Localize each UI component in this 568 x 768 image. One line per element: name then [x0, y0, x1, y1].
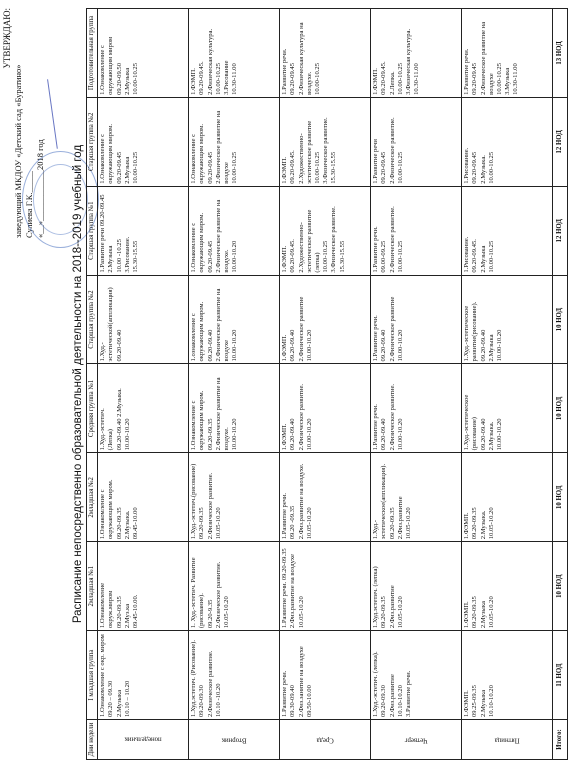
total-cell: 12 НОД [553, 97, 568, 186]
schedule-table [86, 8, 568, 760]
table-cell: 1.Развитие речи. 09.20-09.40 2.Физическое развитие 10.00-10.20 [371, 275, 462, 364]
column-header: Старшая группа №2 [87, 97, 98, 186]
table-cell: 1.Развитие речи 09.20-09.45 2.Физическое развитие. 10.00-10.25 [371, 97, 462, 186]
table-cell: 1.Ознакомление с окружающим миром. 09.20-09.45 2.Физическое развитие на воздухе. 10.00-10.20 [189, 186, 280, 275]
approval-line-3: «__»____________2018 год [35, 139, 45, 238]
table-cell: 1.Рисование. 09.20-09.45. 2.Музыка 10.00-10.25 [462, 186, 553, 275]
totals-label: Итого: [553, 720, 568, 760]
total-cell: 10 НОД [553, 542, 568, 631]
approval-header: УТВЕРЖДАЮ: [2, 8, 12, 69]
table-cell: 1.Худ.-эстетическое (рисование) 09.20-09.40 2.Музыка. 10.00-10.20 [462, 364, 553, 453]
table-cell: 1.Ознакомление с окружающим миром. 09.20-09.45 2.Музыка 10.00-10.25 [98, 97, 189, 186]
table-row [371, 9, 462, 760]
column-header: 2младшая №1 [87, 542, 98, 631]
table-row [98, 9, 189, 760]
table-cell: 1.Ознакомление с окружающим миром 09.20-09.50 2.Музыка 10.00-10.25 [98, 9, 189, 98]
table-cell: 1.ФЭМП. 09.25-09.35 2.Музыка 10.10-10.20 [462, 631, 553, 720]
approval-line-1: заведующий МКДОУ «Детский сад «Буратино» [13, 64, 23, 238]
table-cell: 1.ФЭМП. 09.20-09.45. 2.Художественно-эстетическое развитие (лепка) 10.00-10.25 3.Физическое развитие. 15.30-15.55 [280, 186, 371, 275]
table-cell: 1.Худ.-эстетич. (лепка). 09.20-09.30 2.Физ.развитие 10.10-10.20 3.Развитие речи. [371, 631, 462, 720]
column-header: 2младшая №2 [87, 453, 98, 542]
table-cell: 1.Развитие речи. 09.20-09.35 2.Физ.развитие на воздухе 10.05-10.20 [280, 542, 371, 631]
table-cell: 1.Ознакомление с окружающим миром. 09.20-09.35 2.Физическое развитие на воздухе. 10.00-10.20 [189, 364, 280, 453]
table-cell: 1.Развитие речи. 09.20-09.40 2.Физическое развитие. 10.00-10.20 [371, 364, 462, 453]
total-cell: 10 НОД [553, 275, 568, 364]
day-cell [371, 720, 462, 760]
table-cell: 1.Худ.-эстетич. (Лепка) 09.20-09.40 2.Музыка. 10.00-10.20 [98, 364, 189, 453]
table-cell: 1.ФЭМП. 09.20-09.45. 2.Физическая культура. 10.00-10.25 3.Рисование 10.30-11.00 [189, 9, 280, 98]
table-cell: 1.Ознакомление с окружающим миром. 09.20-09.45 2.Физическое развитие на воздухе 10.00-10.25 [189, 97, 280, 186]
day-cell [98, 720, 189, 760]
approval-line-2: Сулиева Г.К._____ [24, 171, 34, 238]
day-cell [462, 720, 553, 760]
column-header: Старшая группа №2 [87, 275, 98, 364]
column-header: Старшая группа №1 [87, 186, 98, 275]
table-cell: 1.Худ.эстетич. (Рисование). 09.20-09.30 2.Физическое развитие. 10.10 -10.20 [189, 631, 280, 720]
day-label: Четверг [404, 736, 428, 744]
day-label: Вторник [221, 736, 247, 744]
table-cell: 1.Ознакомление с окружающим миром. 09.20-09.35 2.Музыка. 09.45-10.00 [98, 453, 189, 542]
table-cell: 1.Рисование. 09.20-09.45 2.Музыка. 10.00-10.25 [462, 97, 553, 186]
table-row [280, 9, 371, 760]
table-cell: 1.Развитие речи. 09.20-09.45 2.Физическая культура на воздухе. 10.00-10.25 [280, 9, 371, 98]
table-cell: 1.Развитие речи. 09.00-09.25 2.Физическое развитие. 10.00-10.25 [371, 186, 462, 275]
table-cell: 1.Ознакомление окруж.миром 09.20-09.35 2.Муз.ка 09.45-10.00. [98, 542, 189, 631]
day-cell [189, 720, 280, 760]
totals-row [553, 9, 568, 760]
approval-block [2, 8, 46, 238]
table-cell: 1.Худ.-эстетическое(аппликация). 09.20-09.35 2.Физ.развитие 10.05-10.20 [371, 453, 462, 542]
column-header: Дни недели [87, 720, 98, 760]
table-cell: 1.Худ.-эстетической(аппликация) 09.20-09.40 [98, 275, 189, 364]
table-cell: 1.ознакомление с окружающим миром. 09.20-09.40 2.Физическое развитие на воздухе 10.00-10.20 [189, 275, 280, 364]
total-cell: 10 НОД [553, 364, 568, 453]
column-header: I младшая группа [87, 631, 98, 720]
column-header: Средняя группа №1 [87, 364, 98, 453]
table-cell: 1.Худ.эстетич. (лепка) 09.20-09.35 2.Физ.развитие 10.05-10.20 [371, 542, 462, 631]
table-cell: 1.Развитие речи 09.20-09.45 2.Музыка 10.00 -10.25 3.Рисование. 15.30-15.55 [98, 186, 189, 275]
total-cell: 12 НОД [553, 186, 568, 275]
table-cell: 1.ФЭМП. 09.20-09.35 2.Музыка. 10.05-10.20 [462, 453, 553, 542]
table-cell: 1.ФЭМП. 09.20-09.35 2.Музыка 10.05-10.20 [462, 542, 553, 631]
column-header: Подготовительная группа [87, 9, 98, 98]
table-cell: 1.Худ.-эстетическое развитие(рисование). 09.20-09.40 2.Музыка 10.00-10.20 [462, 275, 553, 364]
table-header-row [87, 9, 98, 760]
table-cell: 1.ФЭМП. 09.20-09.40 2.Физическое развитие 10.00-10.20 [280, 275, 371, 364]
table-cell: 1.Ознакомление с окр. миром 09.20 – 09.30 2.Музыка 10.10 – 10.20 [98, 631, 189, 720]
table-cell: 1.Развитие речи. 09.30-09.40 2.Физ.занятие на воздухе 09.50-10.00 [280, 631, 371, 720]
document-title: Расписание непосредственно образовательной деятельности на 2018--2019 учебный год [72, 144, 84, 624]
total-cell: 10 НОД [553, 453, 568, 542]
table-cell: 1.ФЭМП. 09.20-09.45. 2.Художественно-эстетическое развитие 10.00-10.25 3.Физическое развитие. 15.30-15.55 [280, 97, 371, 186]
table-cell: 1.Развитие речи. 09.20 -09.35 2.Физ.развитие на воздухе. 10.05-10.20 [280, 453, 371, 542]
day-cell [280, 720, 371, 760]
total-cell: 11 НОД [553, 631, 568, 720]
table-row [462, 9, 553, 760]
table-cell: 1.Худ.-эстетич.(рисование) 09.20-09.35 2.Физическое развитие. 10.05-10.20 [189, 453, 280, 542]
table-row [189, 9, 280, 760]
table-cell: 1. Худ.-эстетич. Развитие (рисование). 09.20-9.35 2.Физическое развитие. 10.05-10.20 [189, 542, 280, 631]
total-cell: 13 НОД [553, 9, 568, 98]
table-cell: 1.Развитие речи. 09.20-09.45 2.Физическое развитие на воздухе 10.00-10.25 3.Музыка 10.30-11.00 [462, 9, 553, 98]
table-cell: 1.ФЭМП. 09.20-09.40 2.Физическое развитие. 10.00-10.20 [280, 364, 371, 453]
day-label: понедельник [124, 735, 162, 743]
day-label: Среда [316, 736, 334, 744]
table-cell: 1.ФЭМП. 09.20-09.45. 2.Лепка. 10.00-10.25 3.Физическая культура. 10.30-11.00 [371, 9, 462, 98]
day-label: Пятница [494, 736, 520, 744]
